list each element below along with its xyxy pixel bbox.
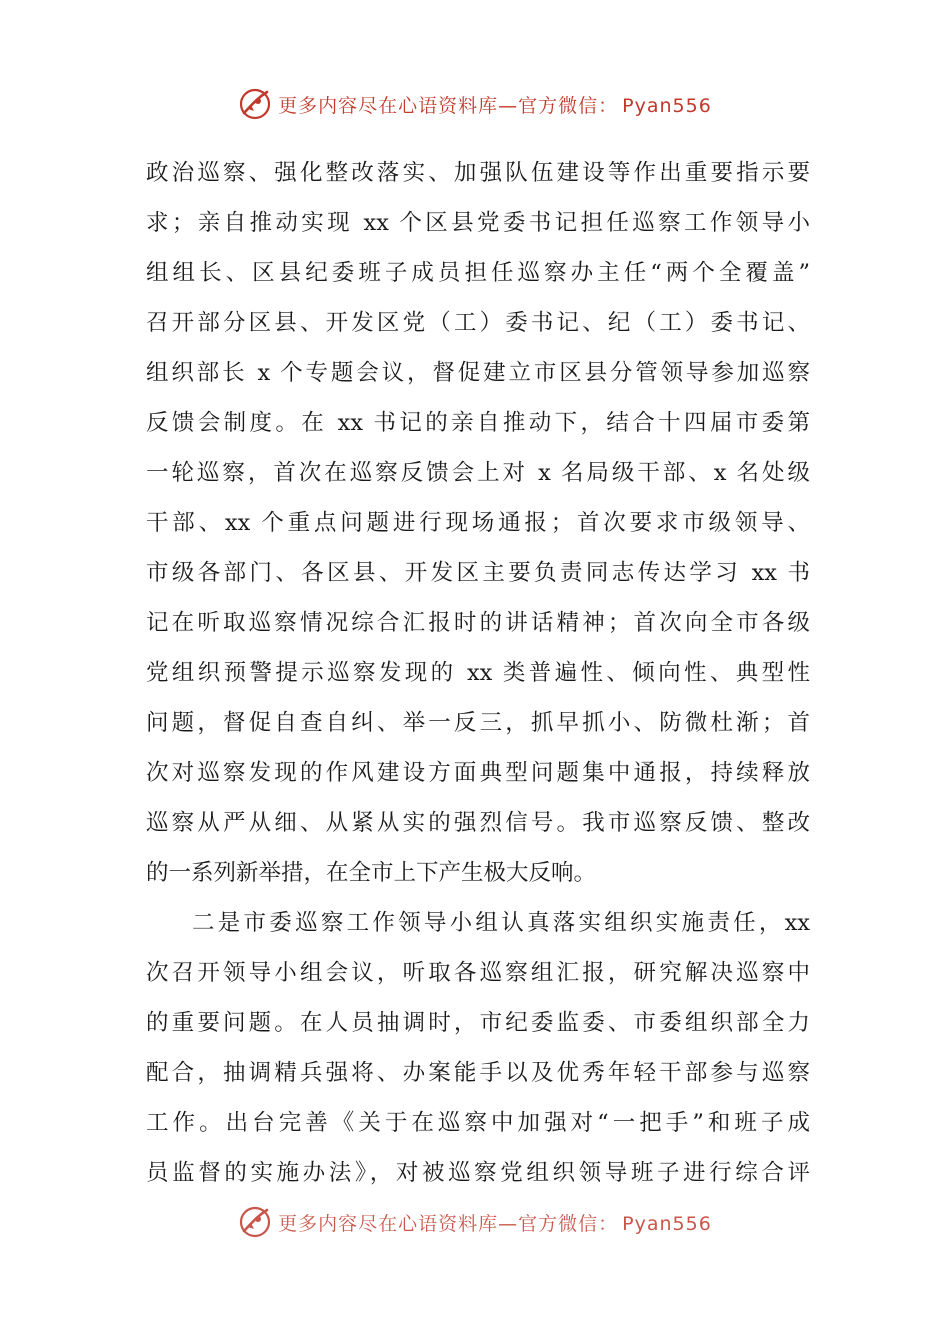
body-line: 的一系列新举措，在全市上下产生极大反响。 [146,860,597,886]
watermark-wechat-id: Pyan556 [622,1212,712,1235]
body-line: 一轮巡察，首次在巡察反馈会上对 x 名局级干部、x 名处级 [146,460,810,486]
body-line: 组织部长 x 个专题会议，督促建立市区县分管领导参加巡察 [146,360,810,386]
body-line: 党组织预警提示巡察发现的 xx 类普遍性、倾向性、典型性 [146,660,810,686]
pen-logo-icon [238,87,272,121]
watermark-text [278,1209,712,1236]
document-body [146,148,810,1198]
body-line: 召开部分区县、开发区党（工）委书记、纪（工）委书记、 [146,310,810,336]
watermark-wechat-id: Pyan556 [622,94,712,117]
body-line: 市级各部门、各区县、开发区主要负责同志传达学习 xx 书 [146,560,810,586]
watermark-text [278,91,712,118]
body-line: 巡察从严从细、从紧从实的强烈信号。我市巡察反馈、整改 [146,810,810,836]
body-line: 组组长、区县纪委班子成员担任巡察办主任“两个全覆盖” [146,260,810,286]
paragraph-start-line: 二是市委巡察工作领导小组认真落实组织实施责任，xx [192,910,810,936]
body-line: 求；亲自推动实现 xx 个区县党委书记担任巡察工作领导小 [146,210,810,236]
body-line: 员监督的实施办法》，对被巡察党组织领导班子进行综合评 [146,1160,810,1186]
header-watermark [0,82,950,126]
body-line: 问题，督促自查自纠、举一反三，抓早抓小、防微杜渐；首 [146,710,810,736]
body-line: 配合，抽调精兵强将、办案能手以及优秀年轻干部参与巡察 [146,1060,810,1086]
body-line: 次召开领导小组会议，听取各巡察组汇报，研究解决巡察中 [146,960,810,986]
body-line: 次对巡察发现的作风建设方面典型问题集中通报，持续释放 [146,760,810,786]
watermark-site-text: 更多内容尽在心语资料库—官方微信： [278,1212,619,1235]
watermark-site-text: 更多内容尽在心语资料库—官方微信： [278,94,619,117]
body-line: 的重要问题。在人员抽调时，市纪委监委、市委组织部全力 [146,1010,810,1036]
body-line: 工作。出台完善《关于在巡察中加强对“一把手”和班子成 [146,1110,810,1136]
body-line: 干部、xx 个重点问题进行现场通报；首次要求市级领导、 [146,510,810,536]
body-line: 反馈会制度。在 xx 书记的亲自推动下，结合十四届市委第 [146,410,810,436]
pen-logo-icon [238,1205,272,1239]
body-line: 记在听取巡察情况综合汇报时的讲话精神；首次向全市各级 [146,610,810,636]
footer-watermark [0,1200,950,1244]
body-line: 政治巡察、强化整改落实、加强队伍建设等作出重要指示要 [146,160,810,186]
